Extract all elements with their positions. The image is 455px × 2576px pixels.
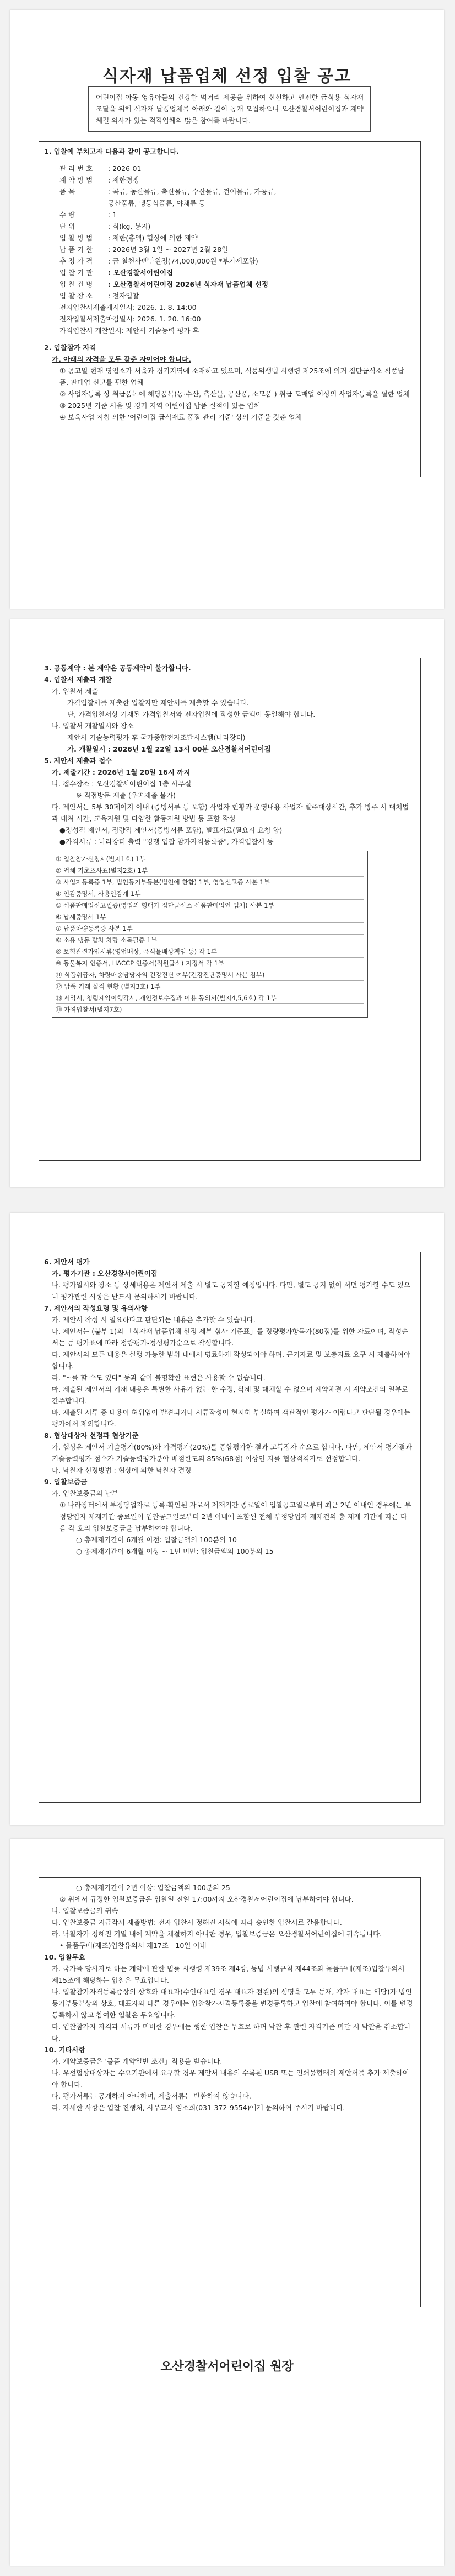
bid-info-value: : 2026. 1. 8. 14:00 bbox=[132, 303, 197, 312]
nego-a: 가. 협상은 제안서 기술평가(80%)와 가격평가(20%)를 종합평가한 결과 고득점자 순으로 합니다. 다만, 제안서 평가결과 기술능력평가 점수가 기술능력평가분야 배점한도의 85%(68점) 이상인 자를 협상적격자로 선정합니다. bbox=[52, 1443, 412, 1463]
void-b: 나. 입찰참가자격등록증상의 상호와 대표자(수인대표인 경우 대표자 전원)의 성명을 모두 등재, 각자 대표는 해당)가 법인등기부등본상의 상호, 대표자와 다른 경우에는 입찰참가자격등록증을 변경등록하고 입찰에 참여하여야 합니다. 이를 변경등록하지 않고 참여한 입찰은 무효입니다. bbox=[52, 1988, 413, 2019]
bid-info-row bbox=[59, 221, 413, 232]
submit-bullet-2: ●가격서류 : 나라장터 출력 "경쟁 입찰 참가자격등록증", 가격입찰서 등 bbox=[59, 838, 274, 846]
eval-date: 나. 평가일시와 장소 등 상세내용은 제안서 제출 시 별도 공지할 예정입니다. 다만, 별도 공지 없이 서면 평가할 수도 있으니 평가관련 사항은 반드시 문의하시기 바랍니다. bbox=[52, 1281, 410, 1301]
rule-e: 마. 제출된 제안서의 기재 내용은 특별한 사유가 없는 한 수정, 삭제 및 대체할 수 없으며 계약체결 시 계약조건의 일부로 간주합니다. bbox=[52, 1385, 408, 1405]
bid-info-row bbox=[59, 232, 413, 244]
rule-d: 라. "~를 할 수도 있다" 등과 같이 불명확한 표현은 사용할 수 없습니다. bbox=[52, 1373, 266, 1382]
deposit-a2: ○ 총제재기간이 6개월 이전: 입찰금액의 100분의 10 bbox=[76, 1536, 237, 1544]
section-11-heading: 10. 기타사항 bbox=[44, 2046, 85, 2054]
bid-info-value: : 곡류, 농산물류, 축산물류, 수산물류, 건어물류, 가공류, bbox=[108, 187, 277, 196]
page-2 bbox=[10, 619, 444, 1187]
joint-contract-line: 3. 공동계약 : 본 계약은 공동계약이 불가합니다. bbox=[44, 664, 191, 672]
bid-info-label: 수 량 bbox=[59, 211, 75, 219]
misc-a: 가. 계약보증금은 '물품 계약일반 조건」적용을 받습니다. bbox=[52, 2057, 223, 2065]
intro-box: 어린이집 아동 영유아들의 건강한 먹거리 제공을 위하여 신선하고 안전한 급식용 식자재 조달을 위해 식자재 납품업체를 아래와 같이 공개 모집하오니 오산경찰서어린이집과 계약 체결 의사가 있는 적격업체의 많은 참여를 바랍니다. bbox=[88, 86, 371, 132]
deposit-d: 다. 입찰보증금 지급각서 제출방법: 전자 입찰시 정해진 서식에 따라 승인한 입찰서로 갈음합니다. bbox=[52, 1918, 342, 1926]
deposit-a1: ① 나라장터에서 부정당업자로 등록·확인된 자로서 제재기간 종료일이 입찰공고일로부터 최근 2년 이내인 경우에는 부정당업자 제재기간 종료일이 입찰공고일로부터 2년 이내에 포함된 전체 부정당업자 제재건의 총 제재 기간에 따른 다음 각 호의 입찰보증금을 납부하여야 합니다. bbox=[59, 1501, 411, 1532]
rule-f: 바. 제출된 서류 중 내용이 허위임이 발견되거나 서류작성이 현저히 부실하여 객관적인 평가가 어렵다고 판단될 경우에는 평가에서 제외합니다. bbox=[52, 1408, 411, 1428]
void-c: 다. 입찰참가자 자격과 서류가 미비한 경우에는 행한 입찰은 무효로 하며 낙찰 후 관련 자격기준 미달 시 낙찰을 취소합니다. bbox=[52, 2022, 411, 2042]
bid-info-label: 품 목 bbox=[59, 187, 75, 196]
section-3-5 bbox=[44, 662, 413, 1018]
required-docs-box bbox=[52, 851, 368, 1018]
section-7-heading: 7. 제안서의 작성요령 및 유의사항 bbox=[44, 1304, 148, 1312]
required-doc-item: ⑫ 납품 거래 실적 현황 (별지3호) 1부 bbox=[56, 981, 364, 992]
bid-info-value: : 오산경찰서어린이집 bbox=[108, 269, 174, 277]
section-6-heading: 6. 제안서 평가 bbox=[44, 1258, 90, 1266]
bid-info-value: 공산품류, 냉동식품류, 야채류 등 bbox=[108, 199, 205, 207]
qual-4: ④ 보육사업 지침 의한 '어린이집 급식재료 품질 관리 기준' 상의 기준을 갖춘 업체 bbox=[59, 413, 302, 421]
bid-info-row bbox=[59, 325, 413, 336]
required-doc-item: ③ 사업자등록증 1부, 법인등기부등본(법인에 한함) 1부, 영업신고증 사본 1부 bbox=[56, 877, 364, 888]
bid-info-value: : 2026-01 bbox=[108, 164, 142, 173]
page-4 bbox=[10, 1839, 444, 2566]
bid-info-label: 가격입찰서 개찰일시 bbox=[59, 326, 122, 335]
deposit-a4: ○ 총제재기간이 2년 이상: 입찰금액의 100분의 25 bbox=[76, 1883, 230, 1892]
qual-3: ③ 2025년 기준 서울 및 경기 지역 어린이집 납품 실적이 있는 업체 bbox=[59, 401, 261, 410]
bid-info-value: : 오산경찰서어린이집 2026년 식자재 납품업체 선정 bbox=[108, 280, 268, 288]
bid-info-value: : 전자입찰 bbox=[108, 292, 139, 300]
deposit-a: 가. 입찰보증금의 납부 bbox=[52, 1489, 118, 1498]
required-doc-item: ⑪ 식품취급자, 차량배송담당자의 건강진단 여부(건강진단증명서 사본 첨부) bbox=[56, 969, 364, 981]
submit-period: 가. 제출기간 : 2026년 1월 20일 16시 까지 bbox=[52, 768, 191, 776]
required-doc-item: ⑦ 납품차량등록증 사본 1부 bbox=[56, 923, 364, 935]
bid-info-label bbox=[59, 197, 108, 209]
nego-b: 나. 낙찰자 선정방법 : 협상에 의한 낙찰자 결정 bbox=[52, 1466, 192, 1474]
section-10-heading: 10. 입찰무효 bbox=[44, 1953, 85, 1961]
bid-info-row bbox=[59, 313, 413, 325]
qual-1: ① 공고일 현재 영업소가 서울과 경기지역에 소재하고 있으며, 식품위생법 시행령 제25조에 의거 집단급식소 식품납품, 판매업 신고를 필한 업체 bbox=[59, 367, 405, 387]
bid-info-value: : 2026. 1. 20. 16:00 bbox=[132, 315, 201, 323]
sub-a: 가. 입찰서 제출 bbox=[52, 687, 99, 695]
qual-2: ② 사업자등록 상 취급품목에 해당품목(농·수산, 축산물, 공산품, 소모품 ) 취급 도매업 이상의 사업자등록을 필한 업체 bbox=[59, 390, 410, 398]
bid-info-list bbox=[44, 163, 413, 336]
section-9-heading: 9. 입찰보증금 bbox=[44, 1478, 88, 1486]
bid-info-label: 입 찰 기 관 bbox=[59, 269, 93, 277]
sub-a1: 가격입찰서를 제출한 입찰자만 제안서를 제출할 수 있습니다. bbox=[67, 699, 249, 707]
submit-place: 나. 접수장소 : 오산경찰서어린이집 1층 사무실 bbox=[52, 780, 192, 788]
sub-b: 나. 입찰서 개찰일시와 장소 bbox=[52, 722, 134, 730]
bid-info-label: 전자입찰서제출개시일시 bbox=[59, 303, 133, 312]
required-doc-item: ⑤ 식품판매업신고필증(영업의 형태가 집단급식소 식품판매업인 업체) 사본 1부 bbox=[56, 900, 364, 911]
required-doc-item: ① 입찰참가신청서(별지1호) 1부 bbox=[56, 854, 364, 865]
misc-c: 다. 평가서류는 공개하지 아니하며, 제출서류는 반환하지 않습니다. bbox=[52, 2092, 251, 2100]
bid-info-label: 추 정 가 격 bbox=[59, 257, 93, 265]
bid-info-label: 전자입찰서제출마감일시 bbox=[59, 315, 133, 323]
sub-b2: 가. 개찰일시 : 2026년 1월 22일 13시 00분 오산경찰서어린이집 bbox=[67, 745, 271, 753]
page-3 bbox=[10, 1213, 444, 1825]
bid-info-label: 입 찰 건 명 bbox=[59, 280, 93, 288]
submit-content: 다. 제안서는 5부 30페이지 이내 (증빙서류 등 포함) 사업자 현황과 운영내용 사업자 발주대상시간, 추가 방주 시 대처법과 대처 시간, 교육지원 및 다양한 활동지원 방법 등 포함 작성 bbox=[52, 803, 409, 823]
bid-info-row bbox=[59, 255, 413, 267]
deposit-c: 나. 입찰보증금의 귀속 bbox=[52, 1907, 118, 1915]
bid-info-row bbox=[59, 209, 413, 221]
bid-info-row bbox=[59, 186, 413, 197]
bid-info-label: 단 위 bbox=[59, 222, 75, 230]
page-title: 식자재 납품업체 선정 입찰 공고 bbox=[102, 67, 352, 86]
required-doc-item: ⑥ 납세증명서 1부 bbox=[56, 911, 364, 923]
misc-b: 나. 우선협상대상자는 수요기관에서 요구할 경우 제안서 내용의 수록된 USB 또는 인쇄물형태의 제안서를 추가 제출하여야 합니다. bbox=[52, 2069, 409, 2089]
required-doc-item: ④ 인감증명서, 사용인감계 1부 bbox=[56, 888, 364, 900]
section-2-heading: 2. 입찰참가 자격 bbox=[44, 344, 96, 352]
required-doc-item: ⑬ 서약서, 청렴계약이행각서, 개인정보수집과 이용 동의서(별지4,5,6호) 각 1부 bbox=[56, 992, 364, 1004]
bid-info-label: 납 품 기 한 bbox=[59, 245, 93, 254]
section-9-11 bbox=[44, 1882, 413, 2113]
required-doc-item: ⑭ 가격입찰서(별지7호) bbox=[56, 1006, 122, 1013]
void-a: 가. 국가를 당사자로 하는 계약에 관한 법률 시행령 제39조 제4항, 동법 시행규칙 제44조와 물품구매(제조)입찰유의서 제15조에 해당하는 입찰은 무효입니다. bbox=[52, 1965, 405, 1984]
bid-info-value: : 식(kg, 봉지) bbox=[108, 222, 151, 230]
deposit-a3: ○ 총제재기간이 6개월 이상 ~ 1년 미만: 입찰금액의 100분의 15 bbox=[76, 1547, 274, 1555]
bid-info-value: : 2026년 3월 1일 ~ 2027년 2월 28일 bbox=[108, 245, 229, 254]
bid-info-row bbox=[59, 278, 413, 290]
signature-line: 오산경찰서어린이집 원장 bbox=[160, 2360, 294, 2374]
sub-b1: 제안서 기술능력평가 후 국가종합전자조달시스템(나라장터) bbox=[67, 733, 246, 742]
sub-a2: 단, 가격입찰서상 기재된 가격입찰서와 전자입찰에 작성한 금액이 동일해야 합니다. bbox=[67, 710, 316, 718]
page-1 bbox=[10, 10, 444, 609]
qual-a: 가. 아래의 자격을 모두 갖춘 자이어야 합니다. bbox=[52, 355, 191, 363]
section-4-heading: 4. 입찰서 제출과 개찰 bbox=[44, 675, 112, 684]
bid-info-value: : 제한(총액) 협상에 의한 계약 bbox=[108, 234, 198, 242]
bid-info-value: : 제한경쟁 bbox=[108, 176, 139, 184]
bid-info-value: : 제안서 기술능력 평가 후 bbox=[121, 326, 199, 335]
rule-a: 가. 제안서 작성 시 필요하다고 판단되는 내용은 추가할 수 있습니다. bbox=[52, 1316, 256, 1324]
submit-bullet-1: ●정성적 제안서, 정량적 제안서(증빙서류 포함), 발표자료(필요시 요청 함) bbox=[59, 826, 283, 834]
section-6-9 bbox=[44, 1256, 413, 1557]
bid-info-row bbox=[59, 267, 413, 278]
deposit-f: • 물품구매(제조)입찰유의서 제17조 - 10일 이내 bbox=[59, 1941, 207, 1950]
section-5-heading: 5. 제안서 제출과 접수 bbox=[44, 756, 112, 765]
section-1-heading: 1. 입찰에 부치고자 다음과 같이 공고합니다. bbox=[44, 147, 180, 155]
bid-info-row bbox=[59, 290, 413, 302]
bid-info-label: 계 약 방 법 bbox=[59, 176, 93, 184]
required-doc-item: ⑩ 동물복지 인증서, HACCP 인증서(직원급식) 지정서 각 1부 bbox=[56, 958, 364, 969]
required-doc-item: ⑧ 소유 냉동 탑차 차량 소독필증 1부 bbox=[56, 935, 364, 946]
rule-b: 나. 제안서는 (붙부 1)의 「식자재 납품업체 선정 세부 심사 기준표」를 정량평가항목가(80점)를 위한 자료이며, 작성순서는 등 평가표에 따라 정량평가-정성평가순으로 작성합니다. bbox=[52, 1327, 409, 1347]
misc-d: 라. 자세한 사항은 입찰 진행처, 사무교사 임소희(031-372-9554)에게 문의하여 주시기 바랍니다. bbox=[52, 2103, 345, 2112]
section-1 bbox=[44, 146, 413, 423]
bid-info-label: 입 찰 방 법 bbox=[59, 234, 93, 242]
bid-info-value: : 금 칠천사백만원정(74,000,000원 *부가세포함) bbox=[108, 257, 258, 265]
bid-info-row bbox=[59, 302, 413, 313]
bid-info-value: : 1 bbox=[108, 211, 117, 219]
required-doc-item: ⑨ 보험관련가입서류(영업배상, 음식물배상책임 등) 각 1부 bbox=[56, 946, 364, 958]
rule-c: 다. 제안서의 모든 내용은 실행 가능한 범위 내에서 명료하게 작성되어야 하며, 근거자료 및 보충자료 요구 시 제출하여야 합니다. bbox=[52, 1350, 411, 1370]
bid-info-label: 입 찰 장 소 bbox=[59, 292, 93, 300]
submit-note: ※ 직접방문 제출 (우편제출 불가) bbox=[76, 791, 176, 799]
required-doc-item: ② 업체 기초조사표(별지2호) 1부 bbox=[56, 865, 364, 877]
bid-info-label: 관 리 번 호 bbox=[59, 164, 93, 173]
deposit-b: ② 위에서 규정한 입찰보증금은 입찰일 전일 17:00까지 오산경찰서어린이집에 납부하여야 합니다. bbox=[59, 1895, 354, 1903]
bid-info-row bbox=[59, 163, 413, 174]
eval-org: 가. 평가기관 : 오산경찰서어린이집 bbox=[52, 1269, 158, 1278]
bid-info-row bbox=[59, 197, 413, 209]
bid-info-row bbox=[59, 244, 413, 255]
deposit-e: 라. 낙찰자가 정해진 기일 내에 계약을 체결하지 아니한 경우, 입찰보증금은 오산경찰서어린이집에 귀속됩니다. bbox=[52, 1930, 382, 1938]
bid-info-row bbox=[59, 174, 413, 186]
section-8-heading: 8. 협상대상자 선정과 협상기준 bbox=[44, 1431, 139, 1440]
